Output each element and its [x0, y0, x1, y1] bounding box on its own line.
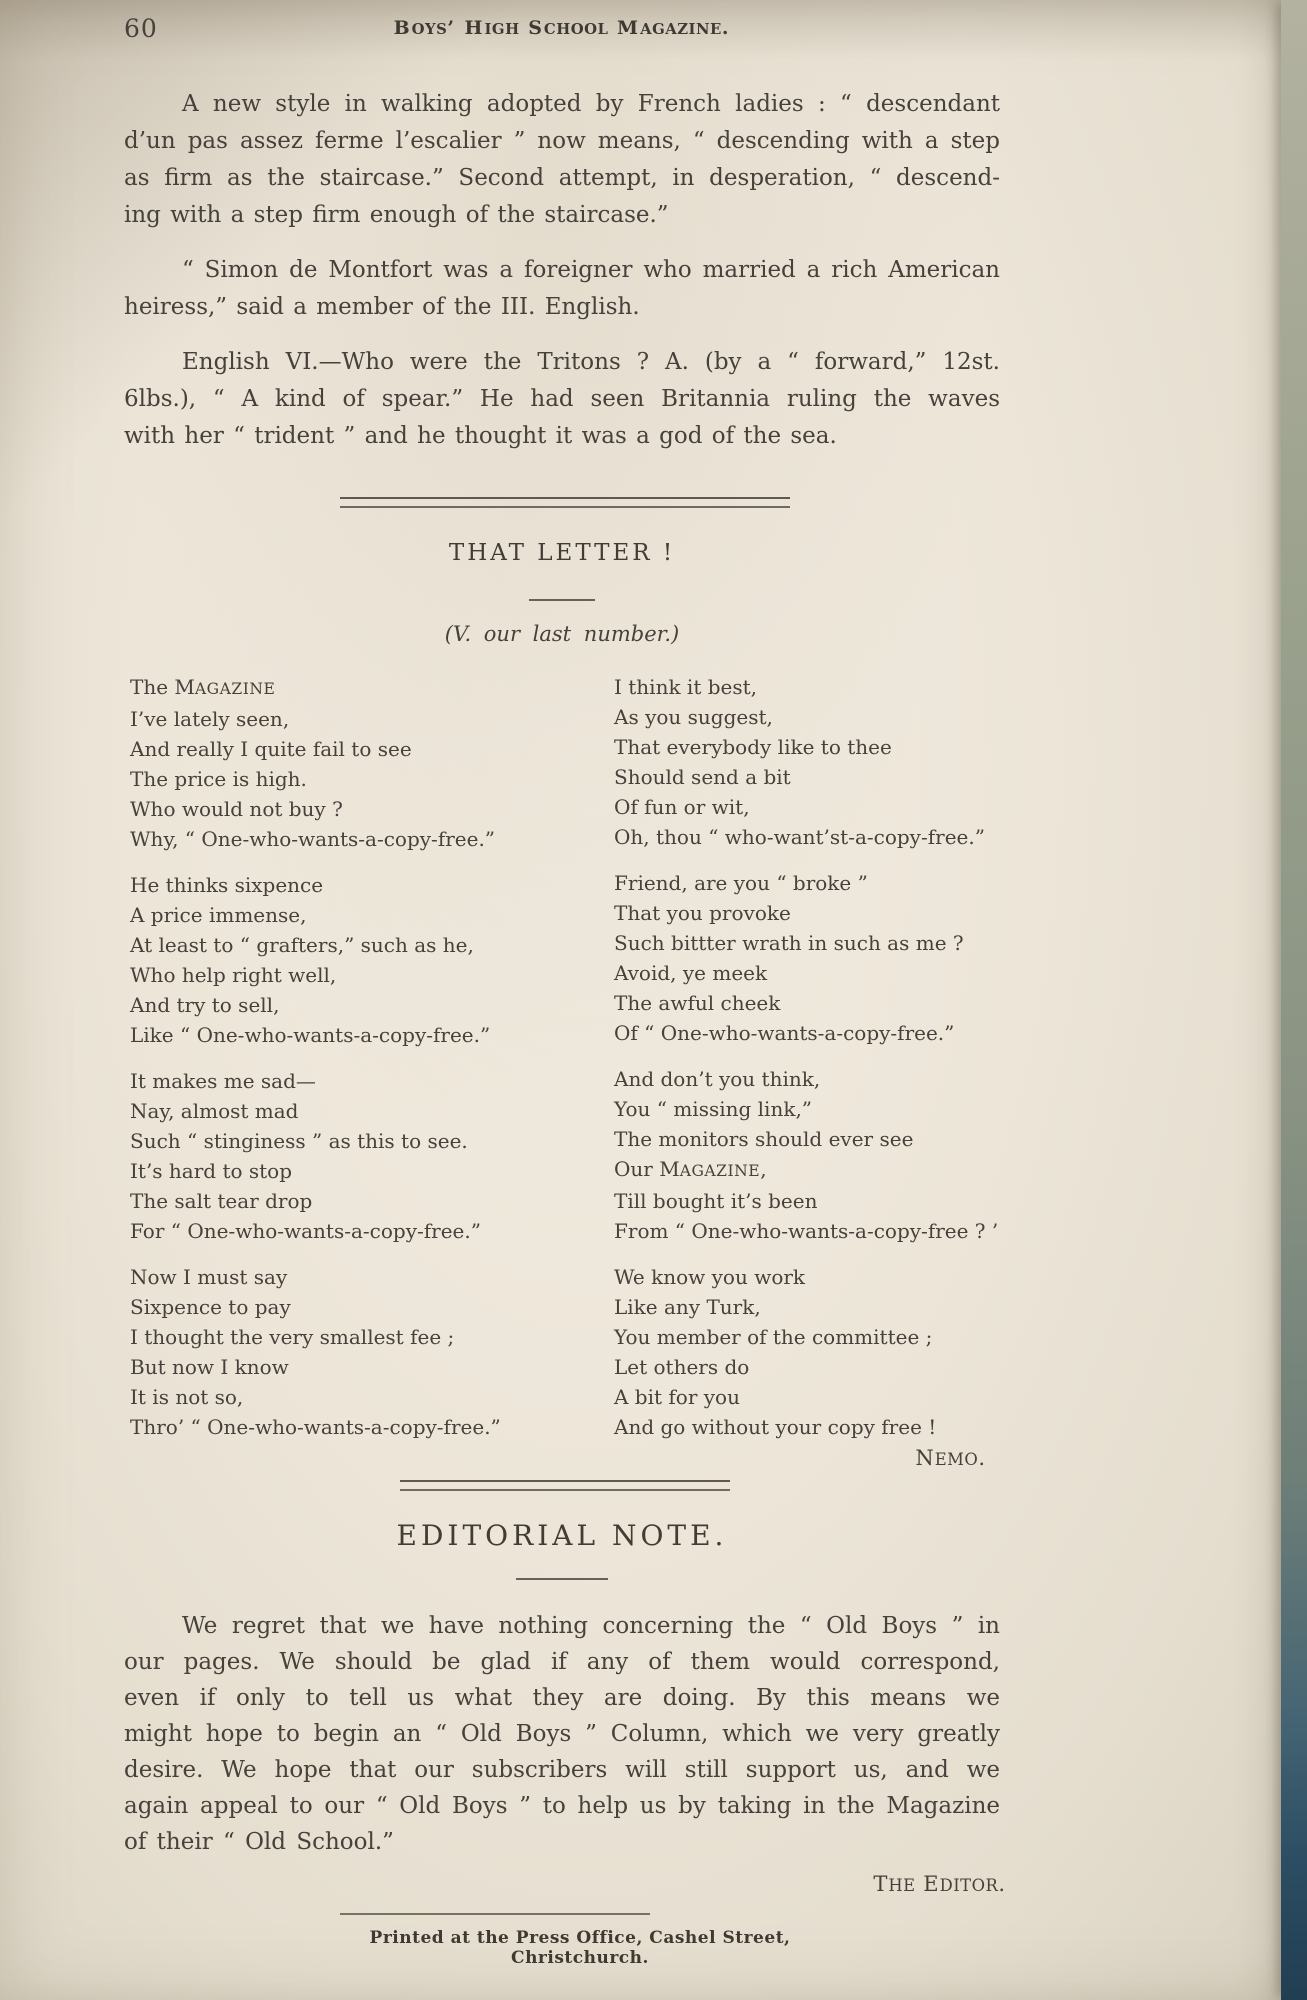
poem-line: You member of the committee ;: [614, 1325, 933, 1349]
poem-line: He thinks sixpence: [130, 873, 324, 897]
poem-line: The monitors should ever see: [614, 1127, 914, 1151]
section-divider: [340, 497, 790, 508]
poem-stanza: [614, 1064, 1030, 1246]
page-header: [124, 12, 1000, 52]
poem-line: Of fun or wit,: [614, 795, 750, 819]
poem-line: From “ One-who-wants-a-copy-free ? ’: [614, 1219, 999, 1243]
poem-line: For “ One-who-wants-a-copy-free.”: [130, 1219, 481, 1243]
poem-line: The price is high.: [130, 767, 307, 791]
poem-line: The awful cheek: [614, 991, 781, 1015]
poem-line: A bit for you: [614, 1385, 740, 1409]
poem-line: Sixpence to pay: [130, 1295, 291, 1319]
text-line: We regret that we have nothing concerning the “ Old Boys ” in: [182, 1613, 1000, 1639]
poem-line: And really I quite fail to see: [130, 737, 412, 761]
poem-line: I thought the very smallest fee ;: [130, 1325, 455, 1349]
small-caps: DITOR: [939, 1876, 999, 1895]
letter-heading: THAT LETTER !: [448, 540, 676, 566]
poem-line: Of “ One-who-wants-a-copy-free.”: [614, 1021, 955, 1045]
poem-line: It’s hard to stop: [130, 1159, 293, 1183]
magazine-title: BOYS’ HIGH SCHOOL MAGAZINE.: [393, 17, 731, 39]
poem-line: Friend, are you “ broke ”: [614, 871, 868, 895]
poem-stanza: [130, 1262, 614, 1442]
poem-signature: NEMO.: [915, 1446, 986, 1470]
poem-line: Who would not buy ?: [130, 797, 343, 821]
poem-line: A price immense,: [130, 903, 307, 927]
imprint-rule: [340, 1913, 650, 1915]
editorial-heading: EDITORIAL NOTE.: [396, 1519, 728, 1552]
poem-stanza: [130, 870, 614, 1050]
poem-line: Like “ One-who-wants-a-copy-free.”: [130, 1023, 491, 1047]
poem-line: I’ve lately seen,: [130, 707, 290, 731]
text-line: again appeal to our “ Old Boys ” to help us by taking in the Magazine: [124, 1793, 1000, 1819]
small-caps: AGAZINE: [194, 680, 276, 698]
poem-line: It makes me sad—: [130, 1069, 316, 1093]
poem-line: Till bought it’s been: [614, 1189, 818, 1213]
poem-line: Like any Turk,: [614, 1295, 761, 1319]
text-line: 6lbs.), “ A kind of spear.” He had seen Britannia ruling the waves: [124, 386, 1000, 412]
small-caps: OYS: [411, 21, 448, 38]
poem-stanza: [614, 1262, 1030, 1442]
small-caps: AGAZINE: [640, 21, 722, 38]
poem-line: Now I must say: [130, 1265, 288, 1289]
poem-stanza: [614, 672, 1030, 852]
poem-line: But now I know: [130, 1355, 289, 1379]
imprint: Printed at the Press Office, Cashel Street, Christchurch.: [369, 1928, 791, 1968]
poem-line: Such “ stinginess ” as this to see.: [130, 1129, 468, 1153]
small-caps: CHOOL: [543, 21, 609, 38]
poem-line: Let others do: [614, 1355, 750, 1379]
text-line: English VI.—Who were the Tritons ? A. (by a “ forward,” 12st.: [182, 349, 1000, 375]
poem-line: At least to “ grafters,” such as he,: [130, 933, 474, 957]
poem: [130, 672, 1030, 1458]
poem-stanza: [130, 1066, 614, 1246]
poem-line: As you suggest,: [614, 705, 773, 729]
body-paragraphs: [124, 86, 1000, 473]
poem-line: It is not so,: [130, 1385, 244, 1409]
poem-line: Oh, thou “ who-want’st-a-copy-free.”: [614, 825, 985, 849]
text-line: A new style in walking adopted by French ladies : “ descendant: [182, 91, 1000, 117]
small-caps: HE: [888, 1876, 916, 1895]
small-caps: AGAZINE: [679, 1162, 761, 1180]
heading-rule: [516, 1578, 608, 1580]
poem-line: That everybody like to thee: [614, 735, 892, 759]
poem-line: We know you work: [614, 1265, 806, 1289]
text-line: ing with a step firm enough of the staircase.”: [124, 202, 669, 228]
poem-line: Our MAGAZINE,: [614, 1157, 767, 1181]
editorial-paragraph: [124, 1608, 1000, 1878]
poem-stanza: [614, 868, 1030, 1048]
poem-line: That you provoke: [614, 901, 791, 925]
poem-line: Such bittter wrath in such as me ?: [614, 931, 964, 955]
section-divider: [400, 1480, 730, 1491]
body-paragraph: [124, 344, 1000, 455]
small-caps: IGH: [484, 21, 520, 38]
text-line: of their “ Old School.”: [124, 1829, 394, 1855]
body-paragraph: [124, 252, 1000, 326]
book-page-edge: [1281, 0, 1307, 2000]
poem-line: Who help right well,: [130, 963, 337, 987]
small-caps: EMO: [934, 1450, 979, 1469]
poem-line: The salt tear drop: [130, 1189, 313, 1213]
poem-line: Nay, almost mad: [130, 1099, 299, 1123]
poem-line: And go without your copy free !: [614, 1415, 937, 1439]
poem-column-left: [130, 672, 614, 1458]
poem-line: Why, “ One-who-wants-a-copy-free.”: [130, 827, 496, 851]
poem-line: And try to sell,: [130, 993, 280, 1017]
editorial-text: [124, 1608, 1000, 1860]
text-line: with her “ trident ” and he thought it was a god of the sea.: [124, 423, 837, 449]
text-line: d’un pas assez ferme l’escalier ” now means, “ descending with a step: [124, 128, 1000, 154]
poem-line: Avoid, ye meek: [614, 961, 768, 985]
poem-line: And don’t you think,: [614, 1067, 821, 1091]
poem-line: I think it best,: [614, 675, 758, 699]
text-line: heiress,” said a member of the III. English.: [124, 294, 640, 320]
page-number: 60: [124, 14, 158, 43]
poem-line: Should send a bit: [614, 765, 791, 789]
editorial-signature: THE EDITOR.: [873, 1872, 1006, 1896]
body-paragraph: [124, 86, 1000, 234]
poem-line: The MAGAZINE: [130, 675, 276, 699]
text-line: our pages. We should be glad if any of them would correspond,: [124, 1649, 1000, 1675]
heading-rule: [529, 599, 595, 601]
text-line: might hope to begin an “ Old Boys ” Column, which we very greatly: [124, 1721, 1000, 1747]
text-line: desire. We hope that our subscribers will still support us, and we: [124, 1757, 1000, 1783]
text-line: as firm as the staircase.” Second attempt, in desperation, “ descend-: [124, 165, 1000, 191]
text-line: even if only to tell us what they are doing. By this means we: [124, 1685, 1000, 1711]
letter-reference: (V. our last number.): [444, 622, 680, 646]
poem-column-right: [614, 672, 1030, 1458]
poem-stanza: [130, 672, 614, 854]
poem-line: You “ missing link,”: [614, 1097, 813, 1121]
text-line: “ Simon de Montfort was a foreigner who married a rich American: [182, 257, 1000, 283]
poem-line: Thro’ “ One-who-wants-a-copy-free.”: [130, 1415, 501, 1439]
